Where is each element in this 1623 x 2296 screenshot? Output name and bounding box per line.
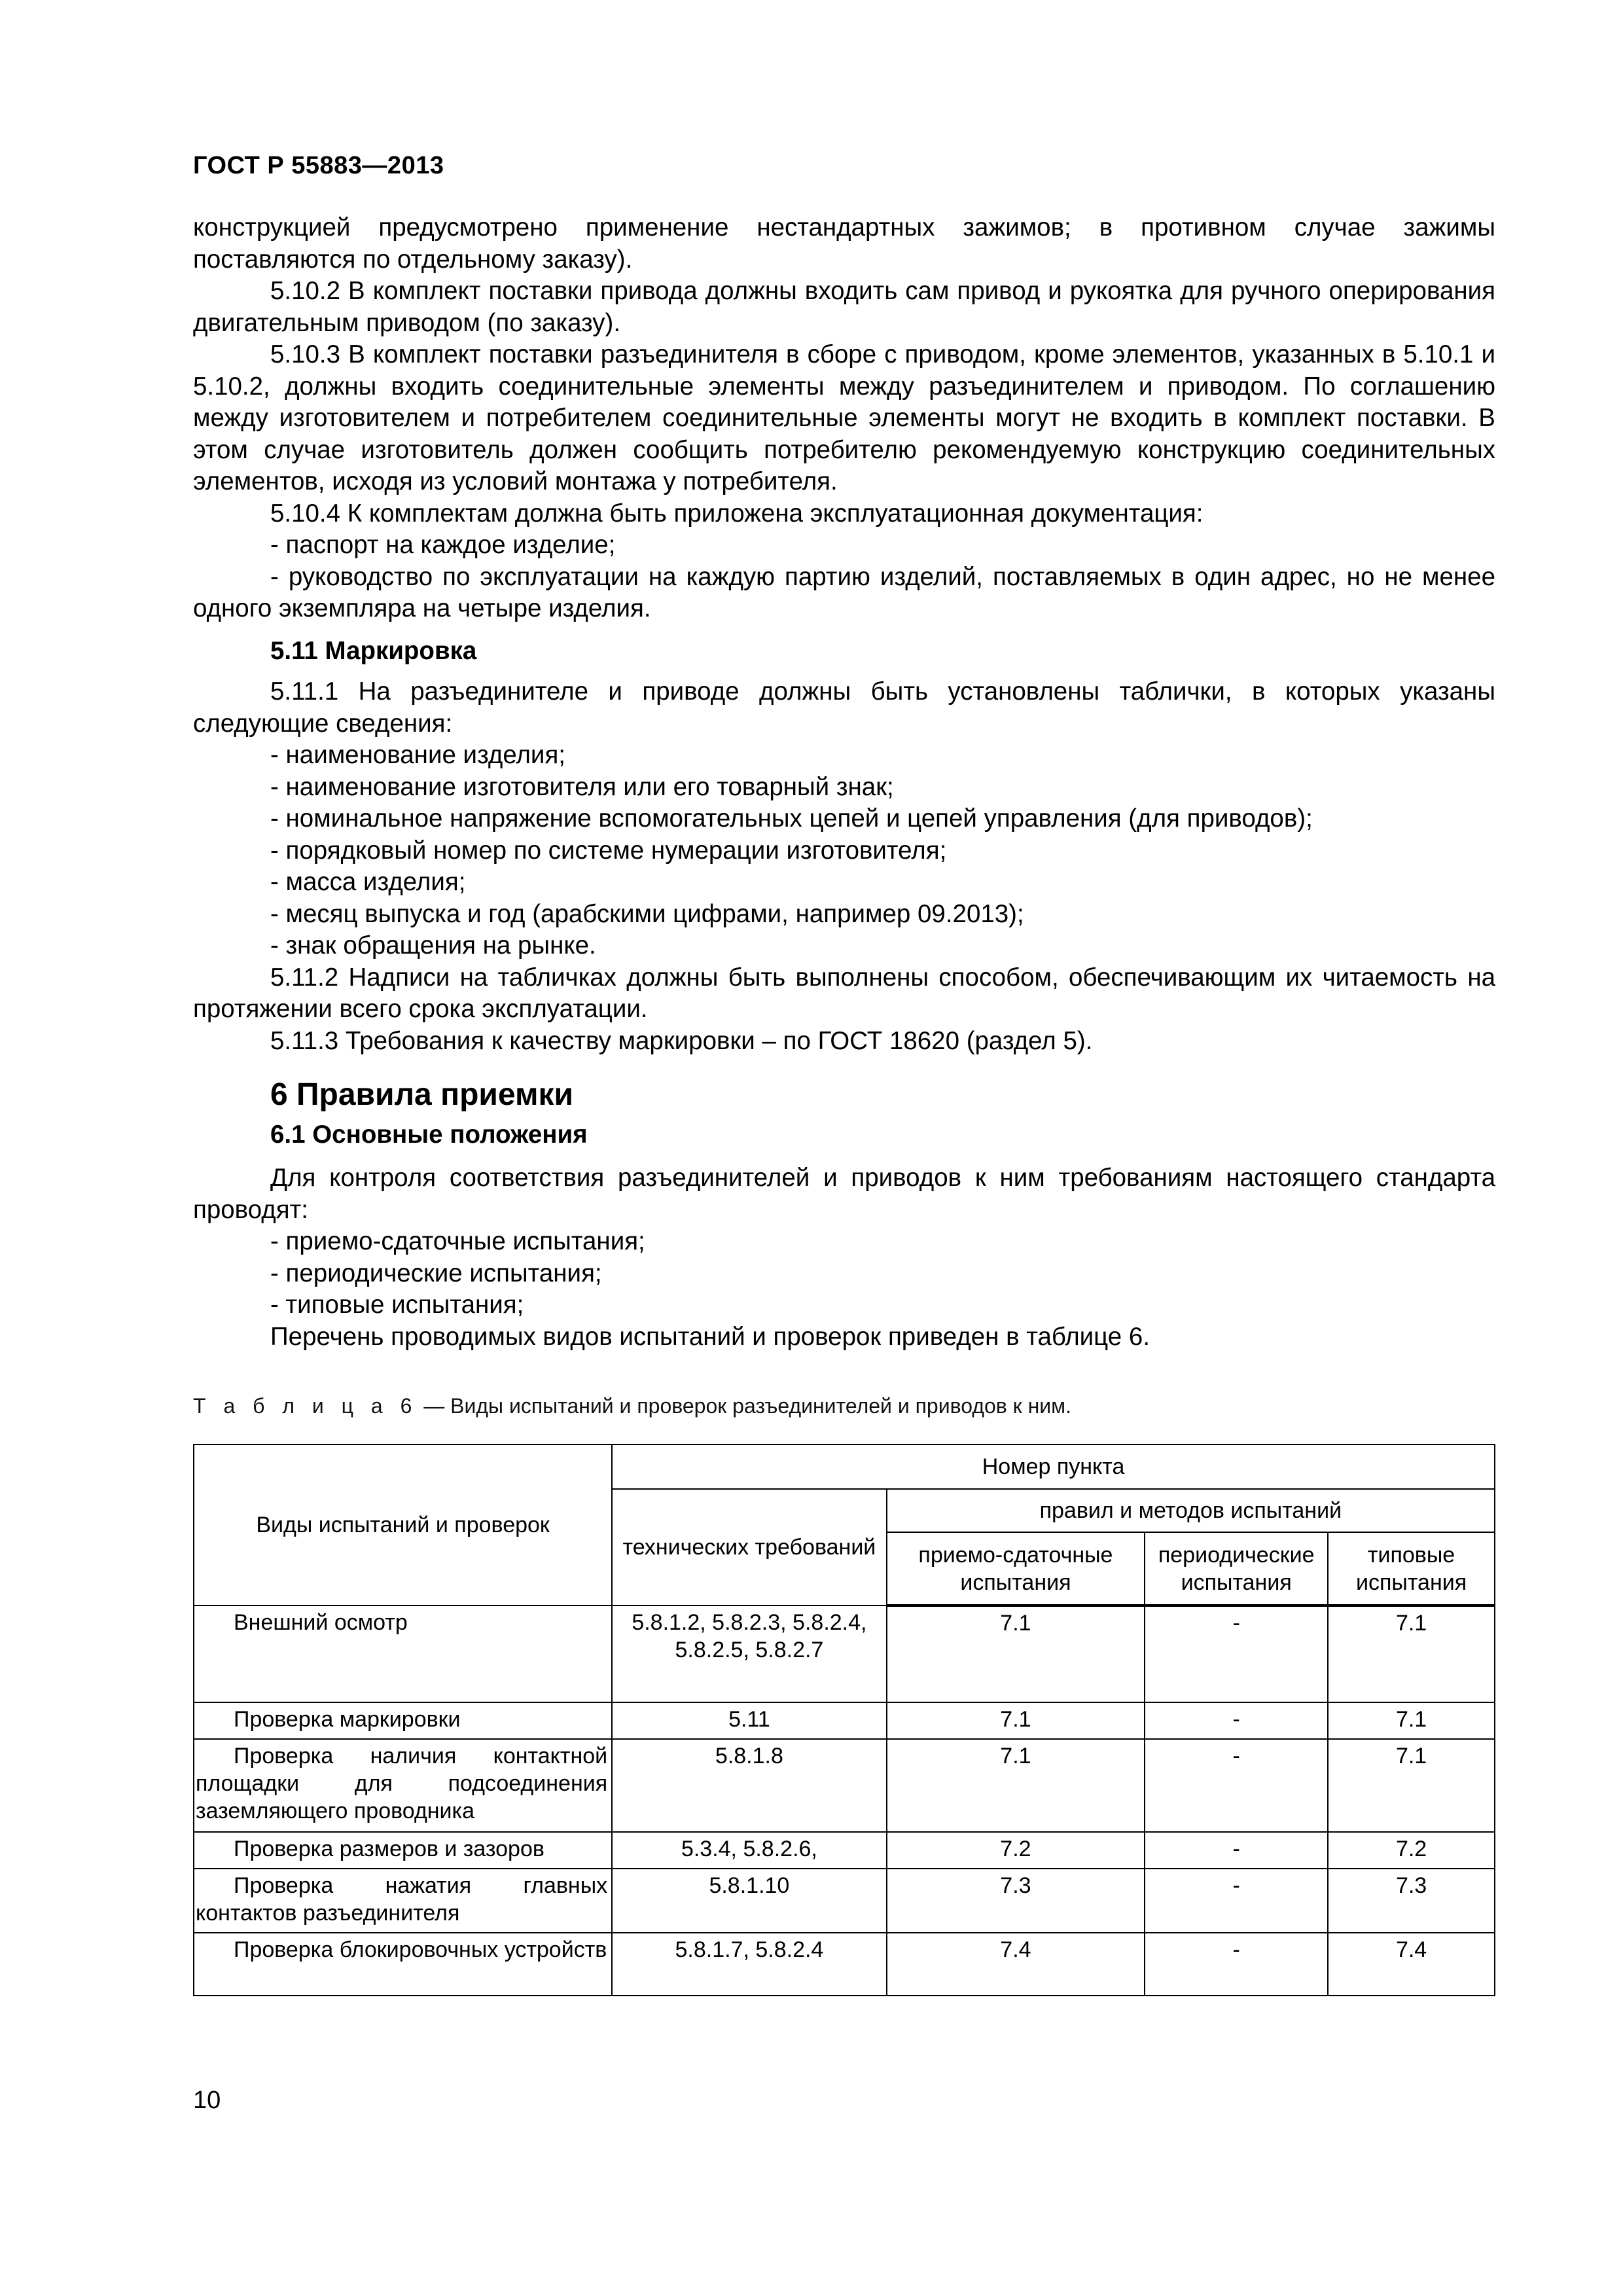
list-item: - наименование изготовителя или его товарный знак; <box>270 772 894 801</box>
list-item: - знак обращения на рынке. <box>270 931 596 960</box>
table-row <box>194 1739 1495 1832</box>
list-item: - месяц выпуска и год (арабскими цифрами, например 09.2013); <box>270 899 1024 928</box>
table-row <box>194 1869 1495 1933</box>
paragraph: конструкцией предусмотрено применение нестандартных зажимов; в противном случае зажимы поставляются по отдельному заказу). <box>193 213 1495 274</box>
cell-periodic: - <box>1145 1702 1328 1739</box>
list-item: - номинальное напряжение вспомогательных цепей и цепей управления (для приводов); <box>270 804 1313 833</box>
list-item: - периодические испытания; <box>270 1259 602 1287</box>
cell-tech: 5.3.4, 5.8.2.6, <box>612 1832 887 1869</box>
paragraph: 5.11.2 Надписи на табличках должны быть выполнены способом, обеспечивающим их читаемость на протяжении всего срока эксплуатации. <box>193 963 1495 1023</box>
section-heading: 5.11 Маркировка <box>270 636 477 665</box>
cell-acceptance: 7.3 <box>887 1869 1145 1933</box>
cell-type: 7.4 <box>1328 1933 1495 1996</box>
cell-periodic: - <box>1145 1739 1328 1832</box>
cell-tech: 5.8.1.2, 5.8.2.3, 5.8.2.4, 5.8.2.5, 5.8.2.7 <box>612 1605 887 1702</box>
cell-type: 7.2 <box>1328 1832 1495 1869</box>
table-row <box>194 1605 1495 1702</box>
cell-acceptance: 7.4 <box>887 1933 1145 1996</box>
header-kinds: Виды испытаний и проверок <box>194 1444 612 1605</box>
cell-test-kind: Проверка размеров и зазоров <box>194 1832 612 1869</box>
cell-type: 7.1 <box>1328 1739 1495 1832</box>
tests-table <box>193 1444 1495 1996</box>
paragraph: 5.10.2 В комплект поставки привода должны входить сам привод и рукоятка для ручного оперирования двигательным приводом (по заказу). <box>193 277 1495 337</box>
list-item: - порядковый номер по системе нумерации изготовителя; <box>270 836 947 865</box>
page-number: 10 <box>193 2087 221 2114</box>
cell-type: 7.1 <box>1328 1605 1495 1702</box>
table-caption <box>193 1394 1071 1418</box>
cell-periodic: - <box>1145 1933 1328 1996</box>
header-clause-number: Номер пункта <box>612 1444 1495 1489</box>
table-row <box>194 1702 1495 1739</box>
cell-tech: 5.8.1.10 <box>612 1869 887 1933</box>
paragraph: 5.11.3 Требования к качеству маркировки – по ГОСТ 18620 (раздел 5). <box>270 1026 1093 1055</box>
paragraph: 5.10.3 В комплект поставки разъединителя в сборе с приводом, кроме элементов, указанных в 5.10.1 и 5.10.2, должны входить соединительные элементы между разъединителем и приводом. По соглашению между изготовителем и потребителем соединительные элементы могут не входить в комплект поставки. В этом случае изготовитель должен сообщить потребителю рекомендуемую конструкцию соединительных элементов, исходя из условий монтажа у потребителя. <box>193 340 1495 495</box>
cell-test-kind: Проверка наличия контактной площадки для подсоединения заземляющего проводника <box>194 1739 612 1832</box>
document-header: ГОСТ Р 55883—2013 <box>193 152 444 179</box>
list-item: - руководство по эксплуатации на каждую партию изделий, поставляемых в один адрес, но не менее одного экземпляра на четыре изделия. <box>193 562 1495 622</box>
cell-acceptance: 7.2 <box>887 1832 1145 1869</box>
section-heading: 6.1 Основные положения <box>270 1120 588 1149</box>
cell-acceptance: 7.1 <box>887 1605 1145 1702</box>
cell-periodic: - <box>1145 1832 1328 1869</box>
cell-test-kind: Внешний осмотр <box>194 1605 612 1702</box>
cell-type: 7.1 <box>1328 1702 1495 1739</box>
cell-test-kind: Проверка нажатия главных контактов разъединителя <box>194 1869 612 1933</box>
paragraph: 5.11.1 На разъединителе и приводе должны быть установлены таблички, в которых указаны следующие сведения: <box>193 677 1495 738</box>
table-row <box>194 1832 1495 1869</box>
header-type-tests: типовые испытания <box>1328 1532 1495 1605</box>
cell-test-kind: Проверка маркировки <box>194 1702 612 1739</box>
cell-type: 7.3 <box>1328 1869 1495 1933</box>
cell-test-kind: Проверка блокировочных устройств <box>194 1933 612 1996</box>
header-acceptance-tests: приемо-сдаточные испытания <box>887 1532 1145 1605</box>
document-body <box>193 212 1495 1353</box>
list-item: - приемо-сдаточные испытания; <box>270 1227 645 1255</box>
list-item: - масса изделия; <box>270 868 466 896</box>
chapter-heading: 6 Правила приемки <box>270 1077 574 1112</box>
paragraph: 5.10.4 К комплектам должна быть приложена эксплуатационная документация: <box>270 499 1204 528</box>
cell-periodic: - <box>1145 1869 1328 1933</box>
paragraph: Перечень проводимых видов испытаний и проверок приведен в таблице 6. <box>270 1322 1150 1351</box>
cell-acceptance: 7.1 <box>887 1739 1145 1832</box>
header-rules-methods: правил и методов испытаний <box>887 1489 1495 1532</box>
cell-tech: 5.11 <box>612 1702 887 1739</box>
header-periodic-tests: периодические испытания <box>1145 1532 1328 1605</box>
table-caption-label: Т а б л и ц а 6 <box>193 1394 418 1418</box>
cell-tech: 5.8.1.8 <box>612 1739 887 1832</box>
cell-periodic: - <box>1145 1605 1328 1702</box>
table-caption-text: — Виды испытаний и проверок разъединителей и приводов к ним. <box>418 1394 1071 1418</box>
list-item: - наименование изделия; <box>270 741 565 769</box>
list-item: - паспорт на каждое изделие; <box>270 531 616 559</box>
header-tech-requirements: технических требований <box>612 1489 887 1605</box>
cell-tech: 5.8.1.7, 5.8.2.4 <box>612 1933 887 1996</box>
paragraph: Для контроля соответствия разъединителей и приводов к ним требованиям настоящего стандарта проводят: <box>193 1164 1495 1224</box>
cell-acceptance: 7.1 <box>887 1702 1145 1739</box>
table-row <box>194 1933 1495 1996</box>
list-item: - типовые испытания; <box>270 1291 524 1319</box>
